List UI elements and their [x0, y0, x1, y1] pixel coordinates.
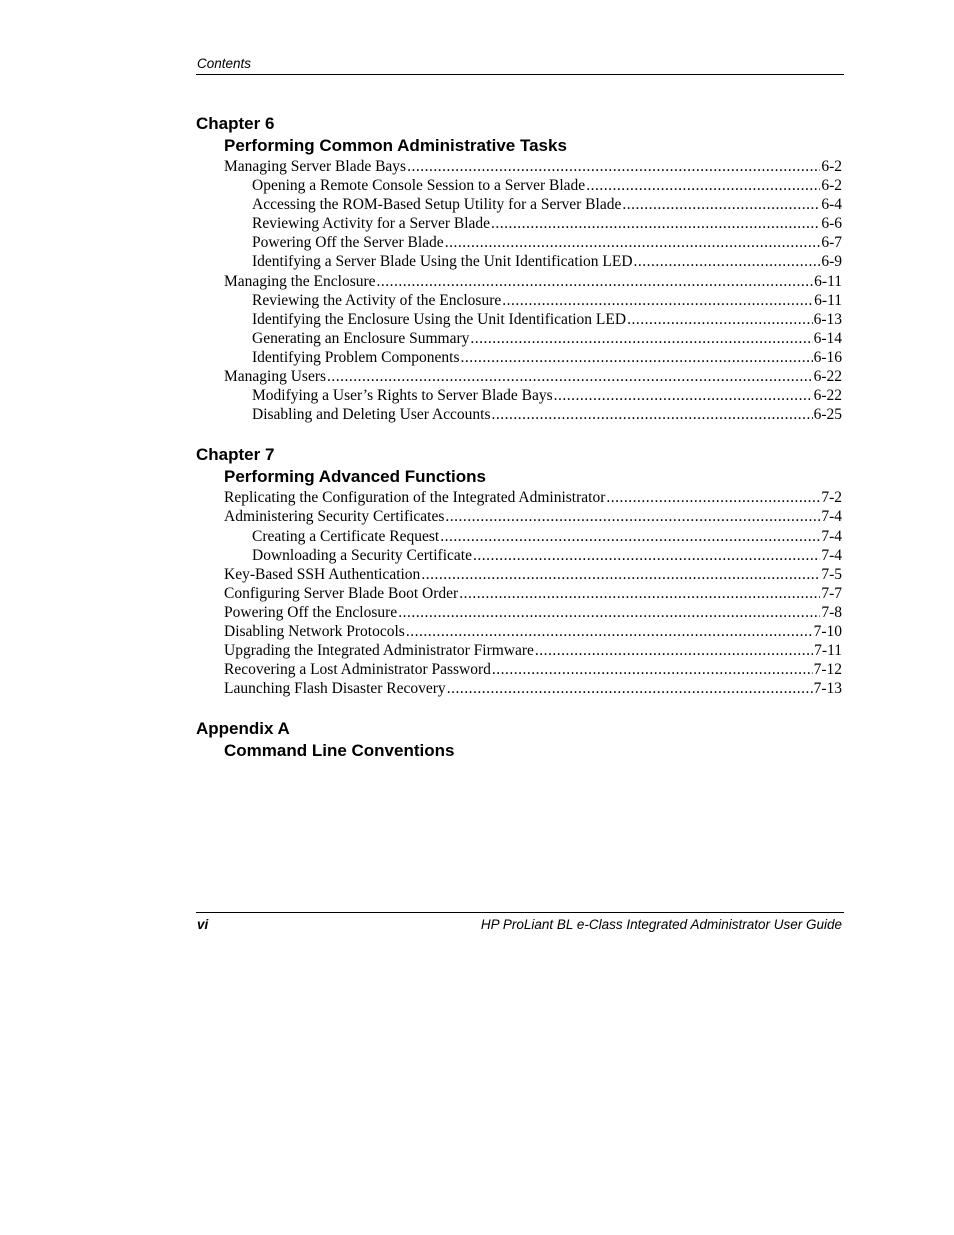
dot-leader	[447, 679, 813, 698]
toc-entry[interactable]	[196, 233, 842, 252]
chapter-label: Chapter 7	[196, 445, 275, 465]
table-of-contents	[196, 113, 842, 782]
toc-entry-title: Reviewing Activity for a Server Blade	[252, 215, 491, 233]
dot-leader	[470, 329, 812, 348]
toc-entry-title: Reviewing the Activity of the Enclosure	[252, 291, 502, 309]
toc-entry[interactable]	[196, 329, 842, 348]
toc-entry-page: 7-4	[821, 527, 842, 545]
toc-entry[interactable]	[196, 660, 842, 679]
toc-entry-title: Opening a Remote Console Session to a Server Blade	[252, 177, 586, 195]
toc-entry[interactable]	[196, 641, 842, 660]
toc-entry-page: 7-12	[813, 661, 842, 679]
toc-entry-page: 7-4	[821, 546, 842, 564]
toc-entry-page: 7-13	[813, 680, 842, 698]
dot-leader	[622, 195, 820, 214]
dot-leader	[502, 291, 813, 310]
toc-entry[interactable]	[196, 488, 842, 507]
toc-entry-title: Generating an Enclosure Summary	[252, 329, 470, 347]
toc-entry-title: Configuring Server Blade Boot Order	[224, 584, 459, 602]
dot-leader	[473, 546, 820, 565]
toc-entry-page: 7-10	[813, 622, 842, 640]
toc-entry-title: Downloading a Security Certificate	[252, 546, 472, 564]
dot-leader	[535, 641, 813, 660]
dot-leader	[492, 660, 813, 679]
toc-entry-title: Identifying the Enclosure Using the Unit Identification LED	[252, 310, 627, 328]
guide-title: HP ProLiant BL e-Class Integrated Administrator User Guide	[480, 917, 842, 932]
chapter-label: Appendix A	[196, 719, 290, 739]
toc-entry-page: 6-16	[813, 348, 842, 366]
toc-section	[196, 718, 842, 762]
dot-leader	[406, 622, 813, 641]
dot-leader	[491, 214, 820, 233]
toc-entry[interactable]	[196, 405, 842, 424]
dot-leader	[407, 157, 820, 176]
toc-entry-title: Managing Users	[224, 368, 327, 386]
toc-entry-title: Launching Flash Disaster Recovery	[224, 680, 446, 698]
toc-entry[interactable]	[196, 507, 842, 526]
toc-entry-page: 6-11	[814, 272, 842, 290]
toc-entry-page: 7-2	[821, 489, 842, 507]
toc-entry-page: 6-22	[813, 387, 842, 405]
dot-leader	[461, 348, 813, 367]
dot-leader	[377, 272, 814, 291]
toc-entry-title: Powering Off the Enclosure	[224, 603, 398, 621]
toc-entry-title: Replicating the Configuration of the Integrated Administrator	[224, 489, 606, 507]
toc-entry-title: Modifying a User’s Rights to Server Blade Bays	[252, 387, 553, 405]
dot-leader	[491, 405, 812, 424]
toc-entry-title: Managing the Enclosure	[224, 272, 376, 290]
dot-leader	[627, 310, 813, 329]
toc-entry[interactable]	[196, 348, 842, 367]
chapter-label: Chapter 6	[196, 114, 275, 133]
toc-entry-title: Disabling and Deleting User Accounts	[252, 406, 491, 424]
dot-leader	[554, 386, 813, 405]
toc-entry-title: Recovering a Lost Administrator Password	[224, 661, 491, 679]
toc-entry-page: 6-2	[821, 177, 842, 195]
toc-entry-title: Disabling Network Protocols	[224, 622, 405, 640]
toc-entry[interactable]	[196, 527, 842, 546]
dot-leader	[440, 527, 820, 546]
dot-leader	[421, 565, 820, 584]
toc-entry[interactable]	[196, 565, 842, 584]
toc-entry[interactable]	[196, 195, 842, 214]
header-section-title: Contents	[197, 56, 252, 71]
page-number: vi	[197, 917, 209, 932]
toc-entry[interactable]	[196, 310, 842, 329]
toc-entry-title: Accessing the ROM-Based Setup Utility for a Server Blade	[252, 196, 622, 214]
toc-entry-title: Powering Off the Server Blade	[252, 234, 444, 252]
toc-entry-page: 7-11	[814, 642, 842, 660]
toc-entry[interactable]	[196, 622, 842, 641]
dot-leader	[459, 584, 820, 603]
toc-entry-title: Upgrading the Integrated Administrator Firmware	[224, 642, 534, 660]
chapter-title: Performing Advanced Functions	[224, 467, 486, 487]
toc-entry-page: 7-4	[821, 508, 842, 526]
toc-entry-page: 6-22	[813, 368, 842, 386]
toc-entry-page: 6-14	[813, 329, 842, 347]
toc-entry[interactable]	[196, 291, 842, 310]
chapter-title: Performing Common Administrative Tasks	[224, 136, 567, 155]
toc-entry[interactable]	[196, 252, 842, 271]
toc-entry[interactable]	[196, 272, 842, 291]
toc-entry[interactable]	[196, 176, 842, 195]
toc-entry-title: Identifying Problem Components	[252, 348, 460, 366]
dot-leader	[398, 603, 820, 622]
chapter-title: Command Line Conventions	[224, 741, 455, 761]
dot-leader	[586, 176, 820, 195]
toc-entry-page: 6-4	[821, 196, 842, 214]
toc-entry-title: Identifying a Server Blade Using the Unit Identification LED	[252, 253, 633, 271]
toc-entry-title: Creating a Certificate Request	[252, 527, 440, 545]
toc-entry[interactable]	[196, 367, 842, 386]
toc-entry[interactable]	[196, 386, 842, 405]
toc-entry-title: Managing Server Blade Bays	[224, 158, 407, 175]
toc-entry-page: 6-7	[821, 234, 842, 252]
toc-entry[interactable]	[196, 214, 842, 233]
toc-entry[interactable]	[196, 603, 842, 622]
toc-entry-page: 7-7	[821, 584, 842, 602]
toc-entry-page: 6-11	[814, 291, 842, 309]
toc-entry-page: 6-9	[821, 253, 842, 271]
toc-entry-page: 6-2	[821, 158, 842, 175]
dot-leader	[445, 507, 820, 526]
toc-entry[interactable]	[196, 679, 842, 698]
toc-entry-page: 6-25	[813, 406, 842, 424]
toc-entry-title: Key-Based SSH Authentication	[224, 565, 421, 583]
dot-leader	[606, 488, 820, 507]
dot-leader	[327, 367, 813, 386]
toc-entry[interactable]	[196, 584, 842, 603]
toc-entry-title: Administering Security Certificates	[224, 508, 445, 526]
dot-leader	[634, 252, 821, 271]
toc-entry-page: 7-8	[821, 603, 842, 621]
toc-entry-page: 6-6	[821, 215, 842, 233]
toc-entry[interactable]	[196, 546, 842, 565]
toc-section	[196, 444, 842, 698]
toc-entry-page: 7-5	[821, 565, 842, 583]
running-footer	[196, 912, 844, 932]
dot-leader	[445, 233, 821, 252]
toc-entry-page: 6-13	[813, 310, 842, 328]
toc-section	[196, 113, 842, 424]
running-header	[196, 55, 844, 75]
toc-entry[interactable]	[196, 157, 842, 176]
